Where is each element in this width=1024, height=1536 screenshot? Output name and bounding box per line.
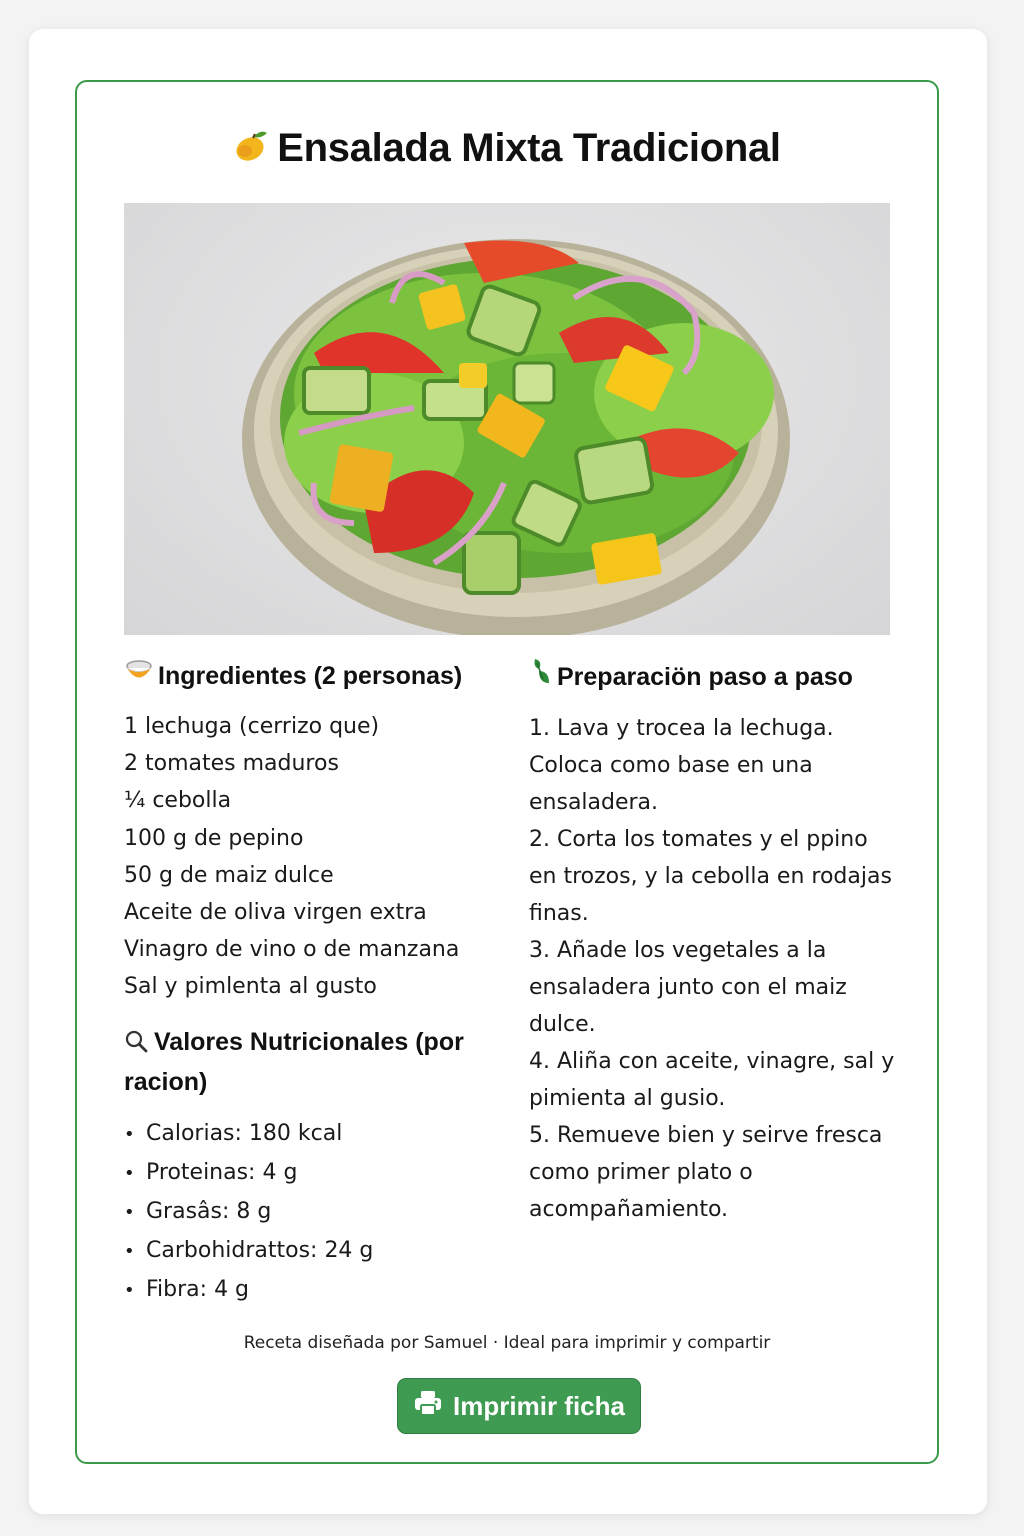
printer-icon: [413, 1389, 443, 1424]
list-item: 2 tomates maduros: [124, 751, 339, 777]
list-item: 5. Remueve bien y seirve fresca como primer plato o acompañamiento.: [529, 1123, 883, 1222]
left-column: [124, 657, 504, 1310]
mango-icon: [233, 128, 269, 173]
page-background: [29, 29, 987, 1514]
salad-photo: [124, 203, 890, 635]
preparation-heading: [529, 657, 899, 697]
list-item: 3. Añade los vegetales a la ensaladera junto con el maiz dulce.: [529, 938, 847, 1037]
nutrition-heading: [124, 1024, 504, 1101]
list-item: 4. Aliña con aceite, vinagre, sal y pimienta al gusio.: [529, 1049, 895, 1111]
list-item: ¼ cebolla: [124, 788, 232, 814]
magnifier-icon: [124, 1027, 148, 1064]
list-item: • Proteinas: 4 g: [124, 1159, 298, 1185]
list-item: 50 g de maiz dulce: [124, 862, 334, 888]
preparation-steps: [529, 710, 899, 1228]
recipe-title-text: Ensalada Mixta Tradicional: [277, 126, 781, 170]
list-item: 100 g de pepino: [124, 825, 304, 851]
list-item: • Carbohidrattos: 24 g: [124, 1237, 374, 1263]
footer-note: Receta diseñada por Samuel · Ideal para imprimir y compartir: [243, 1333, 771, 1353]
list-item: 1 lechuga (cerrizo que): [124, 714, 380, 739]
nutrition-heading-text: Valores Nutricionales (por racion): [124, 1027, 464, 1096]
ingredients-heading-text: Ingredientes (2 personas): [158, 662, 463, 690]
nutrition-list: [124, 1115, 504, 1310]
ingredients-list: [124, 708, 504, 1006]
right-column: [529, 657, 899, 1228]
leaf-icon: [529, 657, 553, 697]
list-item: 2. Corta los tomates y el ppino en trozos, y la cebolla en rodajas finas.: [529, 827, 892, 926]
list-item: 1. Lava y trocea la lechuga. Coloca como base en una ensaladera.: [529, 716, 834, 815]
recipe-title: [77, 126, 937, 173]
ingredients-heading: [124, 657, 504, 695]
list-item: Aceite de oliva virgen extra: [124, 900, 427, 926]
print-button-label: Imprimir ficha: [453, 1390, 625, 1421]
list-item: Sal y pimlenta al gusto: [124, 974, 377, 1000]
list-item: Vinagro de vino o de manzana: [124, 937, 460, 963]
list-item: • Fibra: 4 g: [124, 1276, 250, 1302]
list-item: • Grasâs: 8 g: [124, 1198, 272, 1224]
list-item: • Calorias: 180 kcal: [124, 1120, 343, 1146]
bowl-icon: [124, 657, 154, 695]
preparation-heading-text: Preparaciön paso a paso: [557, 663, 853, 691]
recipe-card: [75, 80, 939, 1464]
print-button[interactable]: [397, 1378, 641, 1434]
